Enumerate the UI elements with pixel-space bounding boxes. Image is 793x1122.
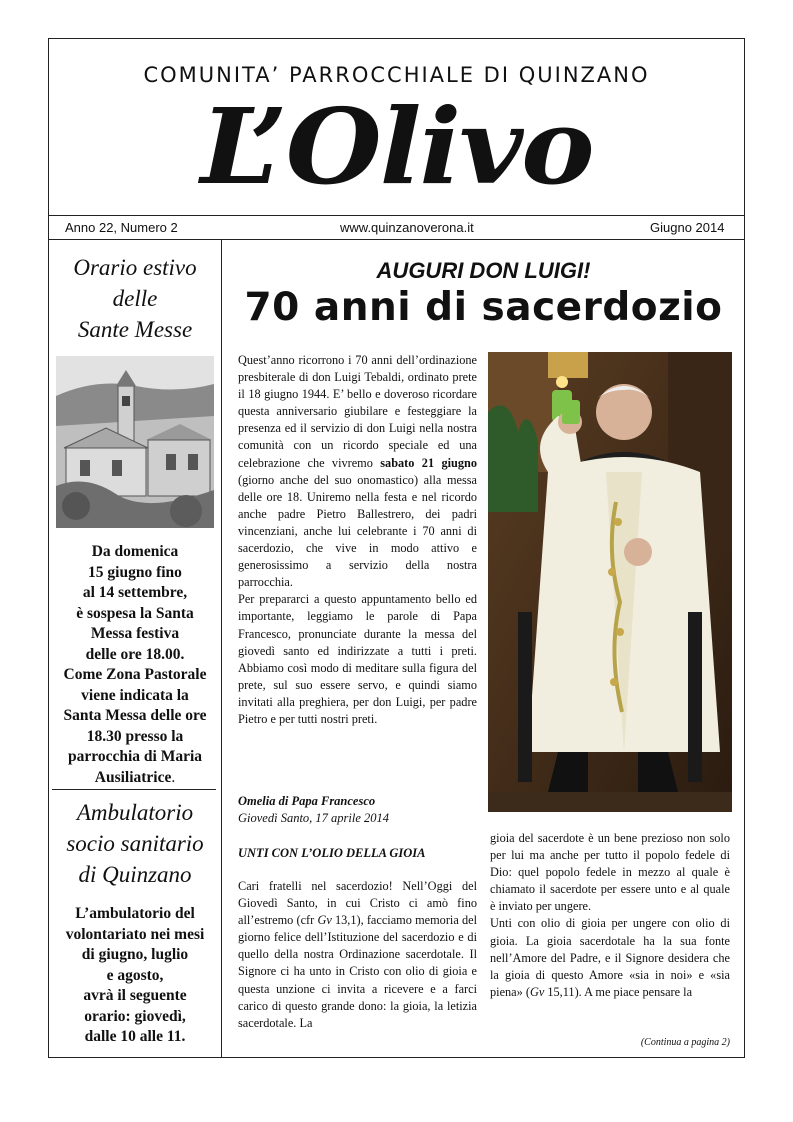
don-luigi-photo [488, 352, 732, 812]
mass-schedule-title: Orario estivo delle Sante Messe [73, 255, 197, 342]
homily-left-column: Cari fratelli nel sacerdozio! Nell’Oggi del Giovedì Santo, in cui Cristo ci amò fino all’estremo (cfr Gv 13,1), facciamo memoria del giorno felice dell’Istituzione del sacerdozio e di quello della nostra Ordinazione sacerdotale. Il Signore ci ha unto in Cristo con olio di gioia e questa unzione ci invita a ricevere e a farci carico di questo grande dono: la gioia, la letizia sacerdotale. La [238, 879, 477, 1030]
mass-schedule-text: Da domenica 15 giugno fino al 14 settembre, è sospesa la Santa Messa festiva delle ore 18.00. Come Zona Pastorale viene indicata la Santa Messa delle ore 18.30 presso la parrocchia di Maria Ausiliatrice. [63, 543, 207, 786]
masthead-title: L’Olivo [200, 85, 593, 208]
clinic-title: Ambulatorio socio sanitario di Quinzano [66, 800, 204, 887]
column-divider [221, 239, 222, 1058]
article-headline: 70 anni di sacerdozio [244, 285, 723, 330]
sidebar-separator [52, 789, 216, 790]
homily-title: Omelia di Papa Francesco [238, 794, 376, 808]
clinic-text: L’ambulatorio del volontariato nei mesi di giugno, luglio e agosto, avrà il seguente orario: giovedì, dalle 10 alle 11. [65, 905, 205, 1045]
article-intro [238, 352, 477, 728]
homily-date: Giovedì Santo, 17 aprile 2014 [238, 811, 390, 825]
issue-date: Giugno 2014 [650, 220, 725, 235]
intro-paragraph-2: Per prepararci a questo appuntamento bello ed importante, leggiamo le parole di Papa Francesco, pronunciate durante la messa del giovedì santo ed indirizzate a tutti i preti. Abbiamo così modo di meditare sulla figura del prete, sul suo essere servo, e quindi siamo invitati alla preghiera, per don Luigi, per padre Pietro e per tutti nostri preti. [238, 592, 477, 726]
info-rule-top [48, 215, 745, 216]
intro-paragraph-1: Quest’anno ricorrono i 70 anni dell’ordinazione presbiterale di don Luigi Tebaldi, ordinato prete il 18 giugno 1944. E’ bello e doveroso ricordare questa anniversario giubilare e festeggiare la presenza ed il servizio di don Luigi nella nostra comunità con un ricordo speciale ed una celebrazione che vivremo sabato 21 giugno (giorno anche del suo onomastico) alla messa delle ore 18. Uniremo nella festa e nel ricordo anche padre Pietro Ballestrero, dei padri vincenziani, anche lui celebrante i 70 anni di sacerdozio, che vive in modo attivo e generosissimo a servizio della nostra parrocchia. [238, 353, 477, 590]
info-rule-bottom [48, 239, 745, 240]
homily-section-title: UNTI CON L’OLIO DELLA GIOIA [238, 846, 426, 860]
community-name: COMUNITA’ PARROCCHIALE DI QUINZANO [143, 63, 650, 87]
continued-note: (Continua a pagina 2) [640, 1037, 730, 1048]
homily-right-column: gioia del sacerdote è un bene prezioso non solo per lui ma anche per tutto il popolo fedele di Dio: quel popolo fedele in mezzo al quale è chiamato il sacerdote per essere unto e al quale è inviato per ungere. Unti con olio di gioia per ungere con olio di gioia. La gioia sacerdotale ha la sua fonte nell’Amore del Padre, e il Signore desidera che la gioia di questo Amore «sia in noi» e «sia piena» (Gv 15,11). A me piace pensare la [490, 831, 730, 999]
website-link[interactable]: www.quinzanoverona.it [340, 220, 474, 235]
issue-number: Anno 22, Numero 2 [65, 220, 178, 235]
church-photo [56, 356, 214, 528]
article-kicker: AUGURI DON LUIGI! [376, 258, 591, 283]
